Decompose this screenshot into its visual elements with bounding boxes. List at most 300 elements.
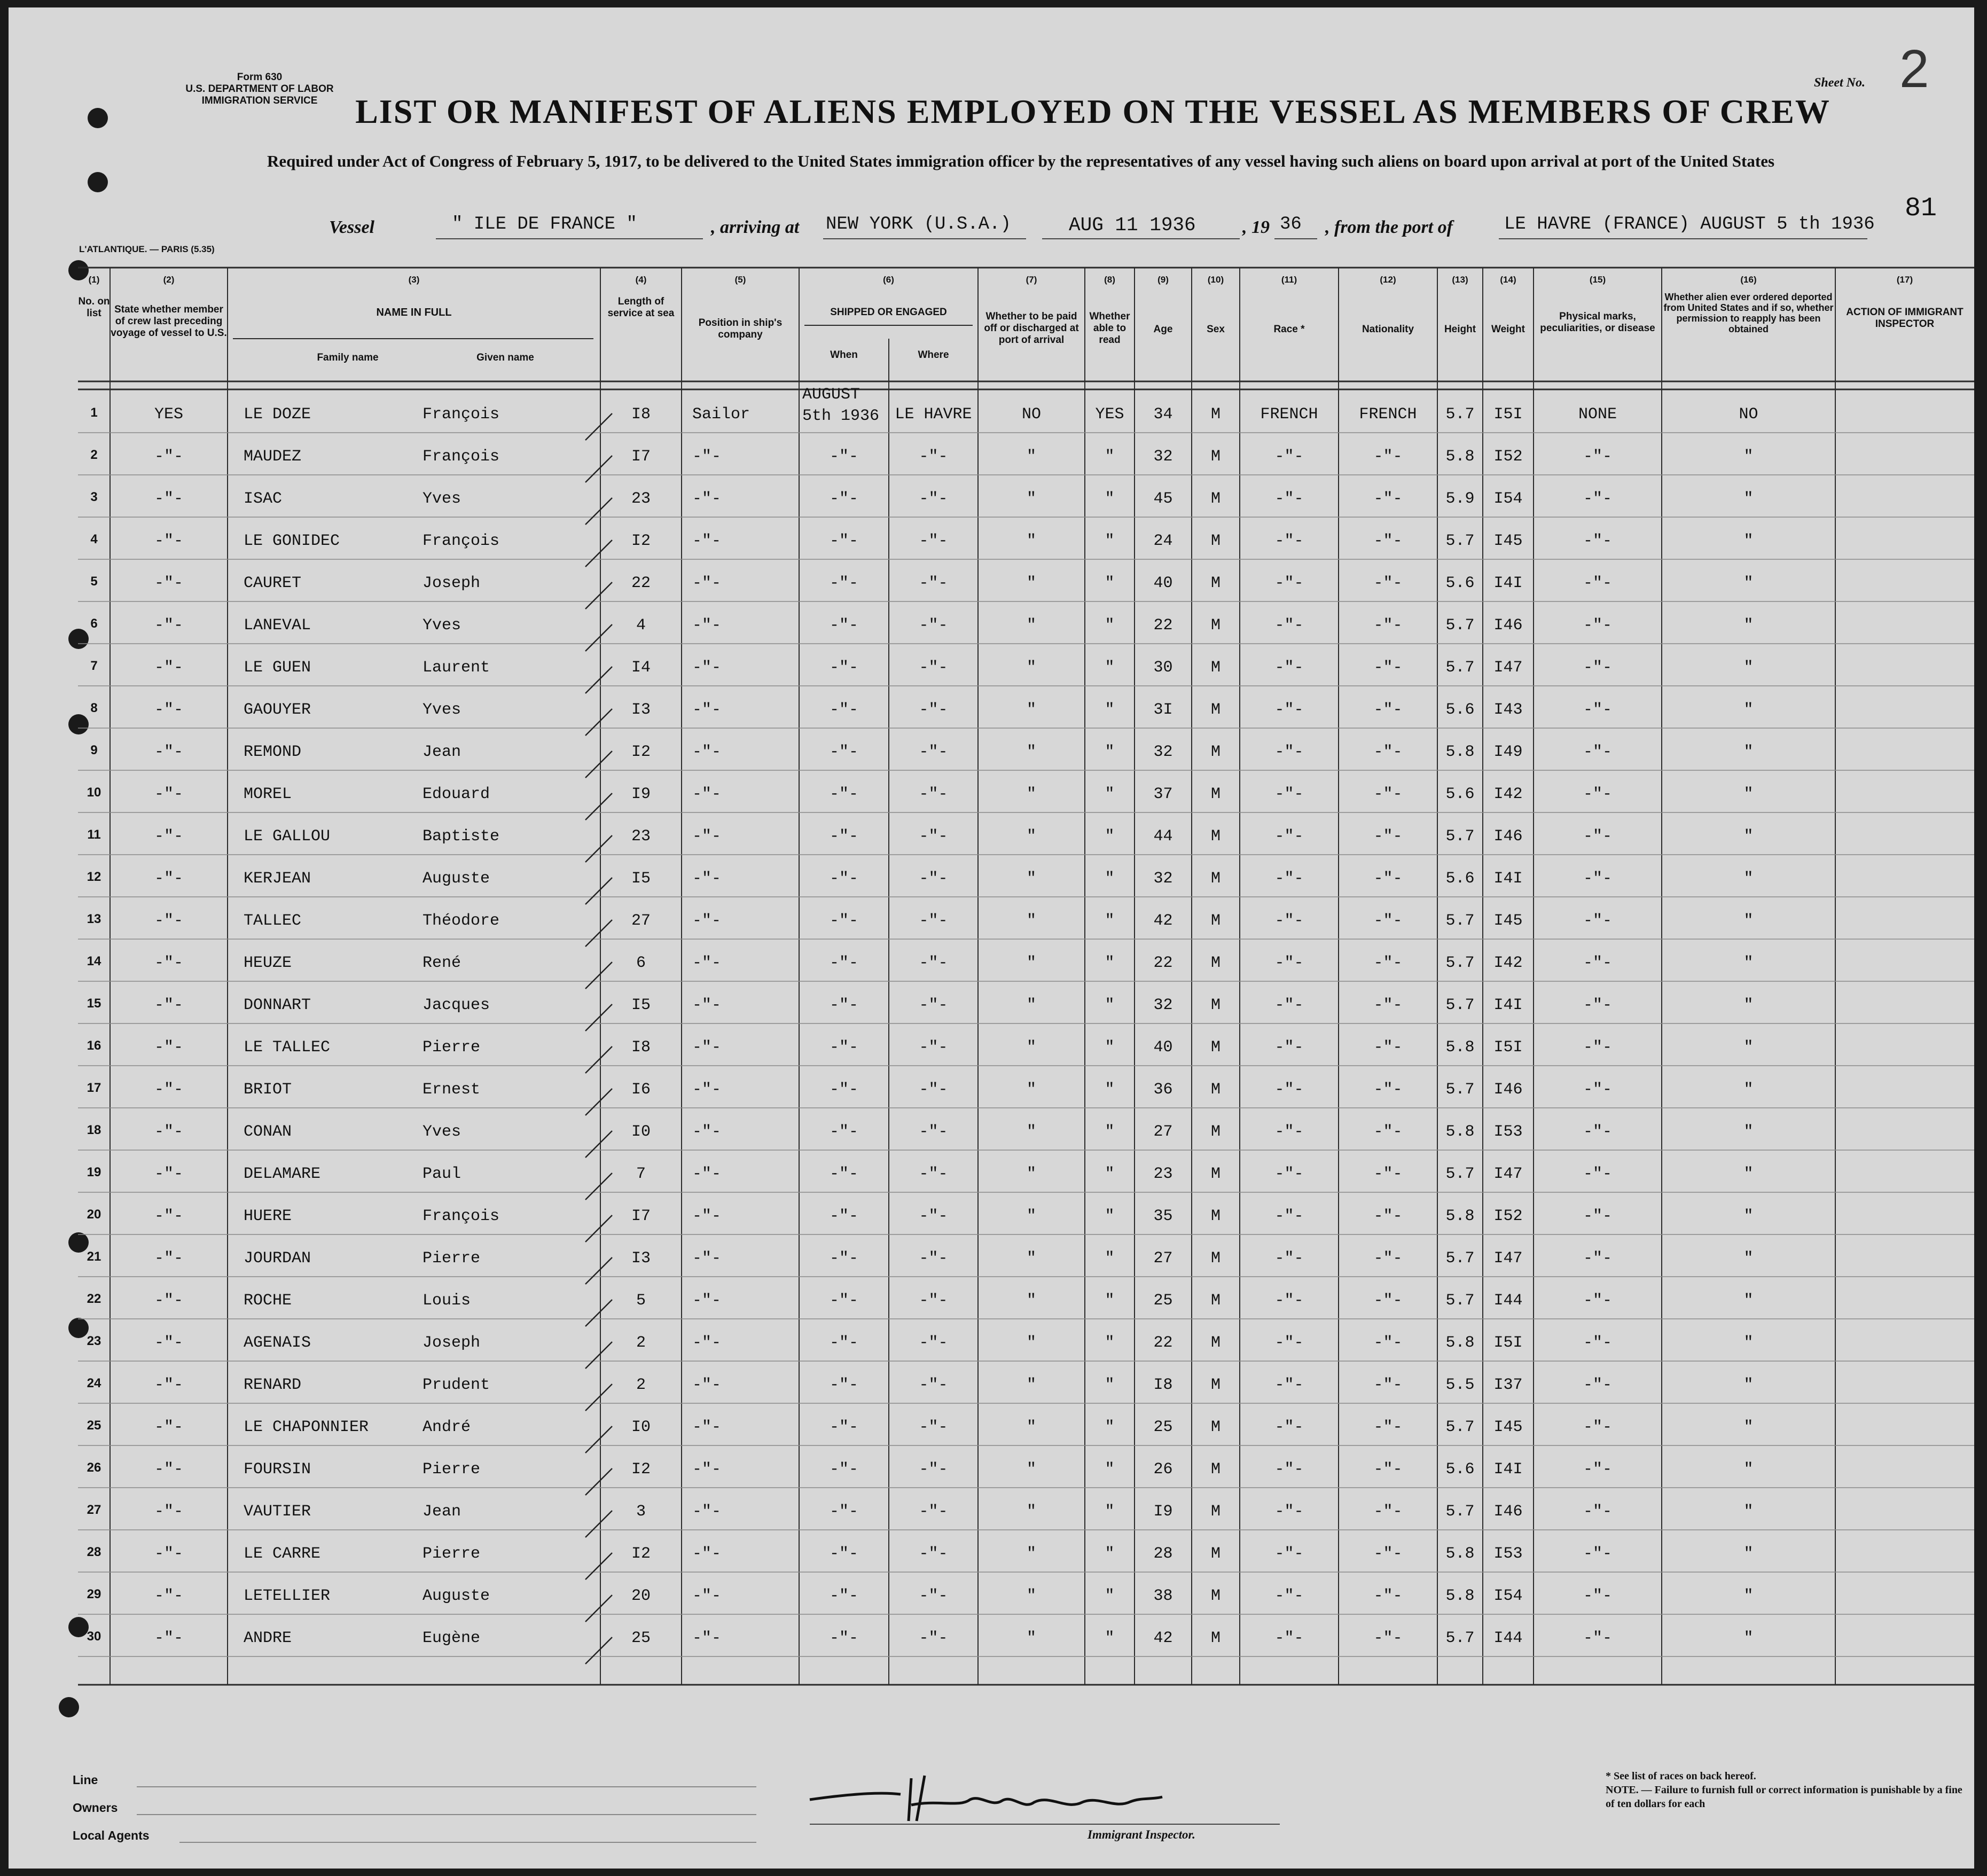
cell-deported: ": [1743, 1503, 1754, 1521]
cell-able-to-read: ": [1105, 1545, 1115, 1563]
cell-shipped-where: -"-: [919, 1376, 948, 1394]
cell-length-of-service: I0: [631, 1418, 651, 1436]
cell-able-to-read: ": [1105, 1418, 1115, 1436]
cell-family-name: LANEVAL: [244, 616, 311, 635]
cell-able-to-read: ": [1105, 616, 1115, 635]
cell-race: -"-: [1274, 616, 1304, 635]
cell-able-to-read: ": [1105, 701, 1115, 719]
cell-race: -"-: [1274, 870, 1304, 888]
cell-height: 5.7: [1445, 1081, 1475, 1099]
cell-row-number: 1: [90, 405, 98, 420]
cell-length-of-service: I6: [631, 1081, 651, 1099]
cell-position: -"-: [692, 870, 722, 888]
cell-shipped-when: -"-: [829, 1123, 858, 1141]
cell-shipped-when: -"-: [829, 701, 858, 719]
cell-paid-off: ": [1026, 870, 1036, 888]
cell-nationality: -"-: [1373, 1460, 1403, 1479]
cell-physical-marks: -"-: [1583, 1334, 1612, 1352]
cell-length-of-service: I3: [631, 701, 651, 719]
cell-shipped-where: -"-: [919, 1123, 948, 1141]
cell-sex: M: [1210, 912, 1221, 930]
cell-weight: I4I: [1493, 870, 1523, 888]
cell-age: 25: [1153, 1418, 1173, 1436]
cell-nationality: -"-: [1373, 827, 1403, 846]
col-number: (15): [1589, 275, 1606, 285]
cell-nationality: -"-: [1373, 870, 1403, 888]
cell-family-name: GAOUYER: [244, 701, 311, 719]
cell-height: 5.7: [1445, 1292, 1475, 1310]
cell-deported: ": [1743, 827, 1754, 846]
cell-race: -"-: [1274, 1629, 1304, 1647]
cell-last-voyage: -"-: [154, 912, 183, 930]
cell-last-voyage: -"-: [154, 1123, 183, 1141]
cell-deported: ": [1743, 1460, 1754, 1479]
cell-family-name: JOURDAN: [244, 1249, 311, 1268]
cell-last-voyage: -"-: [154, 1629, 183, 1647]
cell-position: -"-: [692, 827, 722, 846]
cell-shipped-when: -"-: [829, 1292, 858, 1310]
cell-length-of-service: 7: [636, 1165, 646, 1183]
cell-length-of-service: I4: [631, 659, 651, 677]
cell-shipped-where: -"-: [919, 743, 948, 761]
cell-shipped-when: -"-: [829, 1629, 858, 1647]
cell-given-name: Joseph: [423, 574, 481, 592]
cell-race: -"-: [1274, 1207, 1304, 1225]
cell-last-voyage: -"-: [154, 574, 183, 592]
cell-shipped-when: -"-: [829, 532, 858, 550]
cell-paid-off: ": [1026, 827, 1036, 846]
cell-nationality: -"-: [1373, 1081, 1403, 1099]
cell-row-number: 25: [87, 1418, 101, 1433]
cell-given-name: François: [423, 405, 500, 424]
cell-age: 23: [1153, 1165, 1173, 1183]
cell-height: 5.7: [1445, 1629, 1475, 1647]
cell-race: -"-: [1274, 996, 1304, 1014]
cell-nationality: -"-: [1373, 1629, 1403, 1647]
cell-race: -"-: [1274, 1038, 1304, 1057]
cell-weight: I4I: [1493, 1460, 1523, 1479]
col-number: (14): [1500, 275, 1516, 285]
cell-position: -"-: [692, 1376, 722, 1394]
col-number: (5): [734, 275, 746, 285]
cell-physical-marks: -"-: [1583, 1503, 1612, 1521]
cell-weight: I5I: [1493, 405, 1523, 424]
header-weight: Weight: [1491, 324, 1525, 335]
cell-able-to-read: ": [1105, 785, 1115, 803]
cell-shipped-where: -"-: [919, 912, 948, 930]
header-name-in-full: NAME IN FULL: [376, 307, 452, 318]
cell-nationality: -"-: [1373, 1249, 1403, 1268]
header-shipped-or-engaged: SHIPPED OR ENGAGED: [830, 307, 947, 318]
cell-deported: ": [1743, 785, 1754, 803]
cell-shipped-when: -"-: [829, 1418, 858, 1436]
cell-nationality: -"-: [1373, 785, 1403, 803]
cell-last-voyage: -"-: [154, 785, 183, 803]
cell-length-of-service: I5: [631, 996, 651, 1014]
cell-race: -"-: [1274, 1418, 1304, 1436]
cell-physical-marks: -"-: [1583, 1165, 1612, 1183]
cell-age: 37: [1153, 785, 1173, 803]
cell-row-number: 29: [87, 1587, 101, 1601]
cell-sex: M: [1210, 1334, 1221, 1352]
cell-sex: M: [1210, 1460, 1221, 1479]
col-number: (4): [635, 275, 647, 285]
cell-sex: M: [1210, 1376, 1221, 1394]
cell-length-of-service: 23: [631, 490, 651, 508]
cell-weight: I53: [1493, 1123, 1523, 1141]
header-nationality: Nationality: [1362, 324, 1414, 335]
cell-paid-off: ": [1026, 743, 1036, 761]
cell-race: -"-: [1274, 1249, 1304, 1268]
cell-paid-off: ": [1026, 1207, 1036, 1225]
cell-paid-off: ": [1026, 1081, 1036, 1099]
cell-row-number: 8: [90, 701, 98, 715]
cell-able-to-read: ": [1105, 448, 1115, 466]
cell-weight: I42: [1493, 785, 1523, 803]
cell-nationality: -"-: [1373, 1334, 1403, 1352]
cell-able-to-read: ": [1105, 1249, 1115, 1268]
cell-nationality: FRENCH: [1359, 405, 1417, 424]
cell-weight: I44: [1493, 1292, 1523, 1310]
col-number: (1): [88, 275, 100, 285]
form-number: Form 630: [237, 72, 283, 83]
cell-shipped-where: -"-: [919, 1334, 948, 1352]
cell-given-name: Pierre: [423, 1460, 481, 1479]
cell-able-to-read: ": [1105, 1334, 1115, 1352]
cell-sex: M: [1210, 827, 1221, 846]
cell-shipped-when: -"-: [829, 954, 858, 972]
cell-nationality: -"-: [1373, 701, 1403, 719]
cell-position: -"-: [692, 912, 722, 930]
footer-inspector-label: Immigrant Inspector.: [1088, 1828, 1195, 1841]
cell-last-voyage: -"-: [154, 1334, 183, 1352]
cell-sex: M: [1210, 1418, 1221, 1436]
cell-shipped-when: -"-: [829, 1545, 858, 1563]
cell-physical-marks: -"-: [1583, 1249, 1612, 1268]
cell-deported: ": [1743, 1123, 1754, 1141]
cell-nationality: -"-: [1373, 912, 1403, 930]
cell-height: 5.7: [1445, 405, 1475, 424]
cell-physical-marks: -"-: [1583, 701, 1612, 719]
cell-weight: I4I: [1493, 574, 1523, 592]
printer-mark: L'ATLANTIQUE. — PARIS (5.35): [79, 244, 215, 254]
cell-length-of-service: I7: [631, 448, 651, 466]
cell-row-number: 4: [90, 532, 98, 546]
cell-length-of-service: I8: [631, 1038, 651, 1057]
cell-age: 24: [1153, 532, 1173, 550]
cell-weight: I43: [1493, 701, 1523, 719]
cell-able-to-read: ": [1105, 870, 1115, 888]
cell-last-voyage: -"-: [154, 701, 183, 719]
cell-race: -"-: [1274, 1460, 1304, 1479]
cell-position: -"-: [692, 1587, 722, 1605]
cell-nationality: -"-: [1373, 532, 1403, 550]
header-race: Race *: [1273, 324, 1305, 335]
cell-given-name: Yves: [423, 1123, 461, 1141]
cell-nationality: -"-: [1373, 743, 1403, 761]
cell-shipped-where: -"-: [919, 1038, 948, 1057]
cell-paid-off: ": [1026, 1587, 1036, 1605]
cell-sex: M: [1210, 1165, 1221, 1183]
cell-height: 5.7: [1445, 996, 1475, 1014]
cell-shipped-where: -"-: [919, 1460, 948, 1479]
cell-sex: M: [1210, 405, 1221, 424]
cell-family-name: CAURET: [244, 574, 302, 592]
col-number: (11): [1281, 275, 1297, 285]
cell-paid-off: ": [1026, 532, 1036, 550]
col-number: (10): [1207, 275, 1224, 285]
cell-nationality: -"-: [1373, 574, 1403, 592]
cell-paid-off: ": [1026, 785, 1036, 803]
cell-nationality: -"-: [1373, 1376, 1403, 1394]
cell-shipped-where: LE HAVRE: [895, 405, 972, 424]
cell-shipped-when: -"-: [829, 870, 858, 888]
cell-given-name: Pierre: [423, 1249, 481, 1268]
cell-last-voyage: -"-: [154, 1503, 183, 1521]
cell-position: -"-: [692, 1249, 722, 1268]
col-number: (16): [1740, 275, 1757, 285]
cell-shipped-where: -"-: [919, 1165, 948, 1183]
cell-row-number: 19: [87, 1165, 101, 1179]
cell-age: 3I: [1153, 701, 1173, 719]
inspector-signature: [799, 1762, 1173, 1832]
cell-deported: ": [1743, 1376, 1754, 1394]
cell-length-of-service: 2: [636, 1376, 646, 1394]
cell-row-number: 30: [87, 1629, 101, 1644]
cell-position: -"-: [692, 1038, 722, 1057]
arriving-label: , arriving at: [711, 217, 800, 237]
cell-length-of-service: I2: [631, 743, 651, 761]
cell-shipped-where: -"-: [919, 448, 948, 466]
cell-shipped-where: -"-: [919, 659, 948, 677]
cell-able-to-read: ": [1105, 659, 1115, 677]
cell-deported: ": [1743, 1545, 1754, 1563]
cell-position: -"-: [692, 574, 722, 592]
cell-height: 5.8: [1445, 1038, 1475, 1057]
cell-position: -"-: [692, 1081, 722, 1099]
manifest-sheet: [9, 7, 1974, 1869]
cell-position: -"-: [692, 659, 722, 677]
cell-family-name: DONNART: [244, 996, 311, 1014]
cell-shipped-where: -"-: [919, 1081, 948, 1099]
cell-last-voyage: -"-: [154, 1292, 183, 1310]
cell-deported: ": [1743, 1292, 1754, 1310]
cell-physical-marks: -"-: [1583, 1460, 1612, 1479]
cell-shipped-where: -"-: [919, 490, 948, 508]
cell-position: -"-: [692, 448, 722, 466]
cell-position: -"-: [692, 1503, 722, 1521]
cell-given-name: Yves: [423, 490, 461, 508]
cell-shipped-where: -"-: [919, 574, 948, 592]
cell-shipped-when: -"-: [829, 1249, 858, 1268]
cell-given-name: Pierre: [423, 1038, 481, 1057]
cell-last-voyage: -"-: [154, 996, 183, 1014]
cell-paid-off: ": [1026, 490, 1036, 508]
cell-paid-off: ": [1026, 1292, 1036, 1310]
cell-length-of-service: I2: [631, 532, 651, 550]
cell-race: -"-: [1274, 1334, 1304, 1352]
cell-height: 5.9: [1445, 490, 1475, 508]
cell-last-voyage: -"-: [154, 490, 183, 508]
cell-deported: ": [1743, 448, 1754, 466]
cell-length-of-service: 22: [631, 574, 651, 592]
cell-deported: ": [1743, 1207, 1754, 1225]
cell-height: 5.7: [1445, 1165, 1475, 1183]
cell-physical-marks: -"-: [1583, 743, 1612, 761]
cell-length-of-service: I5: [631, 870, 651, 888]
cell-sex: M: [1210, 616, 1221, 635]
cell-sex: M: [1210, 996, 1221, 1014]
cell-last-voyage: -"-: [154, 827, 183, 846]
cell-position: -"-: [692, 701, 722, 719]
cell-position: -"-: [692, 490, 722, 508]
cell-position: -"-: [692, 1629, 722, 1647]
cell-age: 30: [1153, 659, 1173, 677]
col-number: (3): [408, 275, 420, 285]
cell-position: -"-: [692, 785, 722, 803]
footer-owners-label: Owners: [73, 1801, 118, 1815]
cell-physical-marks: -"-: [1583, 1038, 1612, 1057]
header-crew-last-voyage: State whether member of crew last preceding voyage of vessel to U.S.: [111, 304, 227, 339]
cell-able-to-read: ": [1105, 1629, 1115, 1647]
cell-weight: I47: [1493, 659, 1523, 677]
cell-given-name: Ernest: [423, 1081, 481, 1099]
cell-given-name: Auguste: [423, 1587, 490, 1605]
cell-deported: ": [1743, 616, 1754, 635]
cell-race: -"-: [1274, 1376, 1304, 1394]
cell-paid-off: ": [1026, 1503, 1036, 1521]
cell-shipped-when: -"-: [829, 574, 858, 592]
cell-height: 5.7: [1445, 659, 1475, 677]
cell-length-of-service: 6: [636, 954, 646, 972]
cell-family-name: LE CARRE: [244, 1545, 321, 1563]
cell-deported: ": [1743, 490, 1754, 508]
cell-shipped-where: -"-: [919, 1249, 948, 1268]
cell-family-name: DELAMARE: [244, 1165, 321, 1183]
cell-physical-marks: -"-: [1583, 827, 1612, 846]
cell-nationality: -"-: [1373, 490, 1403, 508]
cell-given-name: Laurent: [423, 659, 490, 677]
cell-age: 27: [1153, 1123, 1173, 1141]
cell-weight: I5I: [1493, 1334, 1523, 1352]
cell-height: 5.8: [1445, 743, 1475, 761]
cell-position: -"-: [692, 1545, 722, 1563]
cell-weight: I46: [1493, 827, 1523, 846]
cell-length-of-service: 23: [631, 827, 651, 846]
cell-given-name: Louis: [423, 1292, 471, 1310]
cell-sex: M: [1210, 532, 1221, 550]
cell-race: -"-: [1274, 785, 1304, 803]
cell-height: 5.8: [1445, 1587, 1475, 1605]
cell-height: 5.5: [1445, 1376, 1475, 1394]
cell-family-name: LE GONIDEC: [244, 532, 340, 550]
cell-paid-off: ": [1026, 659, 1036, 677]
cell-physical-marks: -"-: [1583, 870, 1612, 888]
cell-last-voyage: YES: [154, 405, 183, 424]
col-number: (6): [883, 275, 894, 285]
cell-given-name: François: [423, 1207, 500, 1225]
cell-position: -"-: [692, 616, 722, 635]
cell-nationality: -"-: [1373, 1503, 1403, 1521]
cell-shipped-when: -"-: [829, 912, 858, 930]
cell-length-of-service: 25: [631, 1629, 651, 1647]
cell-able-to-read: YES: [1095, 405, 1124, 424]
cell-physical-marks: -"-: [1583, 954, 1612, 972]
cell-shipped-when: -"-: [829, 743, 858, 761]
cell-age: I8: [1153, 1376, 1173, 1394]
page-title: LIST OR MANIFEST OF ALIENS EMPLOYED ON THE VESSEL AS MEMBERS OF CREW: [355, 92, 1830, 130]
cell-able-to-read: ": [1105, 490, 1115, 508]
cell-height: 5.7: [1445, 912, 1475, 930]
cell-family-name: RENARD: [244, 1376, 302, 1394]
cell-shipped-when: -"-: [829, 996, 858, 1014]
cell-weight: I5I: [1493, 1038, 1523, 1057]
cell-deported: ": [1743, 574, 1754, 592]
cell-row-number: 12: [87, 870, 101, 884]
cell-deported: ": [1743, 1629, 1754, 1647]
cell-paid-off: ": [1026, 574, 1036, 592]
cell-position: -"-: [692, 996, 722, 1014]
cell-age: 42: [1153, 912, 1173, 930]
cell-height: 5.7: [1445, 827, 1475, 846]
cell-family-name: KERJEAN: [244, 870, 311, 888]
cell-given-name: Joseph: [423, 1334, 481, 1352]
cell-physical-marks: -"-: [1583, 1418, 1612, 1436]
cell-age: 35: [1153, 1207, 1173, 1225]
cell-row-number: 6: [90, 616, 98, 631]
cell-sex: M: [1210, 1587, 1221, 1605]
cell-shipped-when: -"-: [829, 785, 858, 803]
col-number: (12): [1380, 275, 1396, 285]
cell-able-to-read: ": [1105, 1587, 1115, 1605]
cell-shipped-when: -"-: [829, 1587, 858, 1605]
cell-able-to-read: ": [1105, 954, 1115, 972]
cell-given-name: Théodore: [423, 912, 500, 930]
cell-nationality: -"-: [1373, 659, 1403, 677]
arriving-port: NEW YORK (U.S.A.): [826, 214, 1011, 234]
cell-height: 5.7: [1445, 1418, 1475, 1436]
cell-weight: I52: [1493, 1207, 1523, 1225]
cell-paid-off: ": [1026, 1123, 1036, 1141]
subheader-where: Where: [918, 349, 949, 361]
cell-nationality: -"-: [1373, 1038, 1403, 1057]
cell-length-of-service: I7: [631, 1207, 651, 1225]
cell-family-name: ISAC: [244, 490, 283, 508]
header-action-of-inspector: ACTION OF IMMIGRANT INSPECTOR: [1846, 307, 1963, 330]
cell-last-voyage: -"-: [154, 954, 183, 972]
cell-row-number: 23: [87, 1334, 101, 1348]
cell-row-number: 5: [90, 574, 98, 589]
cell-height: 5.7: [1445, 532, 1475, 550]
cell-last-voyage: -"-: [154, 448, 183, 466]
cell-height: 5.7: [1445, 616, 1475, 635]
cell-last-voyage: -"-: [154, 659, 183, 677]
cell-able-to-read: ": [1105, 827, 1115, 846]
cell-weight: I47: [1493, 1249, 1523, 1268]
cell-paid-off: ": [1026, 912, 1036, 930]
departure-port: LE HAVRE (FRANCE) AUGUST 5 th 1936: [1504, 214, 1875, 234]
cell-given-name: Jean: [423, 1503, 461, 1521]
cell-race: -"-: [1274, 448, 1304, 466]
cell-physical-marks: -"-: [1583, 490, 1612, 508]
cell-shipped-when: -"-: [829, 1334, 858, 1352]
cell-age: 22: [1153, 954, 1173, 972]
cell-sex: M: [1210, 1503, 1221, 1521]
cell-position: -"-: [692, 954, 722, 972]
cell-length-of-service: I8: [631, 405, 651, 424]
cell-last-voyage: -"-: [154, 1418, 183, 1436]
cell-nationality: -"-: [1373, 954, 1403, 972]
